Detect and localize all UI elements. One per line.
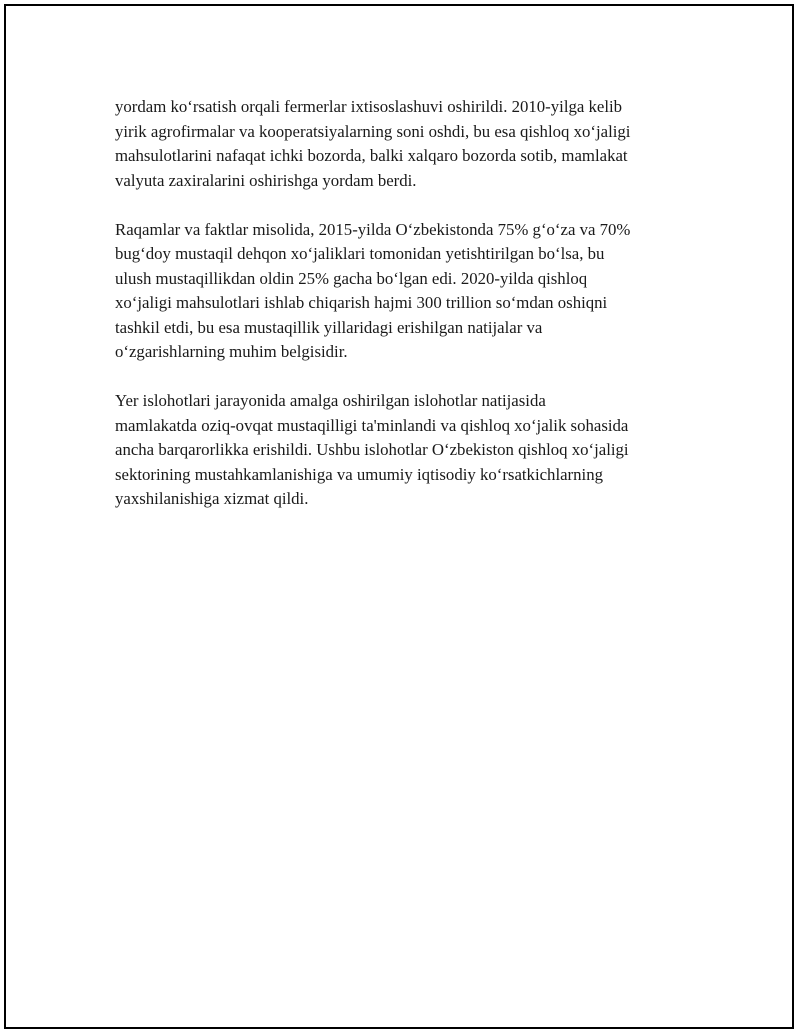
paragraph: yordam koʻrsatish orqali fermerlar ixtisoslashuvi oshirildi. 2010-yilga kelib yirik agrofirmalar va kooperatsiyalarning soni oshdi, bu esa qishloq xoʻjaligi mahsulotlarini nafaqat ichki bozorda, balki xalqaro bozorda sotib, mamlakat valyuta zaxiralarini oshirishga yordam berdi.	[115, 97, 631, 190]
document-body	[115, 95, 690, 536]
paragraph: Raqamlar va faktlar misolida, 2015-yilda Oʻzbekistonda 75% gʻoʻza va 70% bugʻdoy mustaqil dehqon xoʻjaliklari tomonidan yetishtirilgan boʻlsa, bu ulush mustaqillikdan oldin 25% gacha boʻlgan edi. 2020-yilda qishloq xoʻjaligi mahsulotlari ishlab chiqarish hajmi 300 trillion soʻmdan oshiqni tashkil etdi, bu esa mustaqillik yillaridagi erishilgan natijalar va oʻzgarishlarning muhim belgisidir.	[115, 219, 631, 361]
paragraph: Yer islohotlari jarayonida amalga oshirilgan islohotlar natijasida mamlakatda oziq-ovqat mustaqilligi ta'minlandi va qishloq xoʻjalik sohasida ancha barqarorlikka erishildi. Ushbu islohotlar Oʻzbekiston qishloq xoʻjaligi sektorining mustahkamlanishiga va umumiy iqtisodiy koʻrsatkichlarning yaxshilanishiga xizmat qildi.	[115, 391, 629, 508]
